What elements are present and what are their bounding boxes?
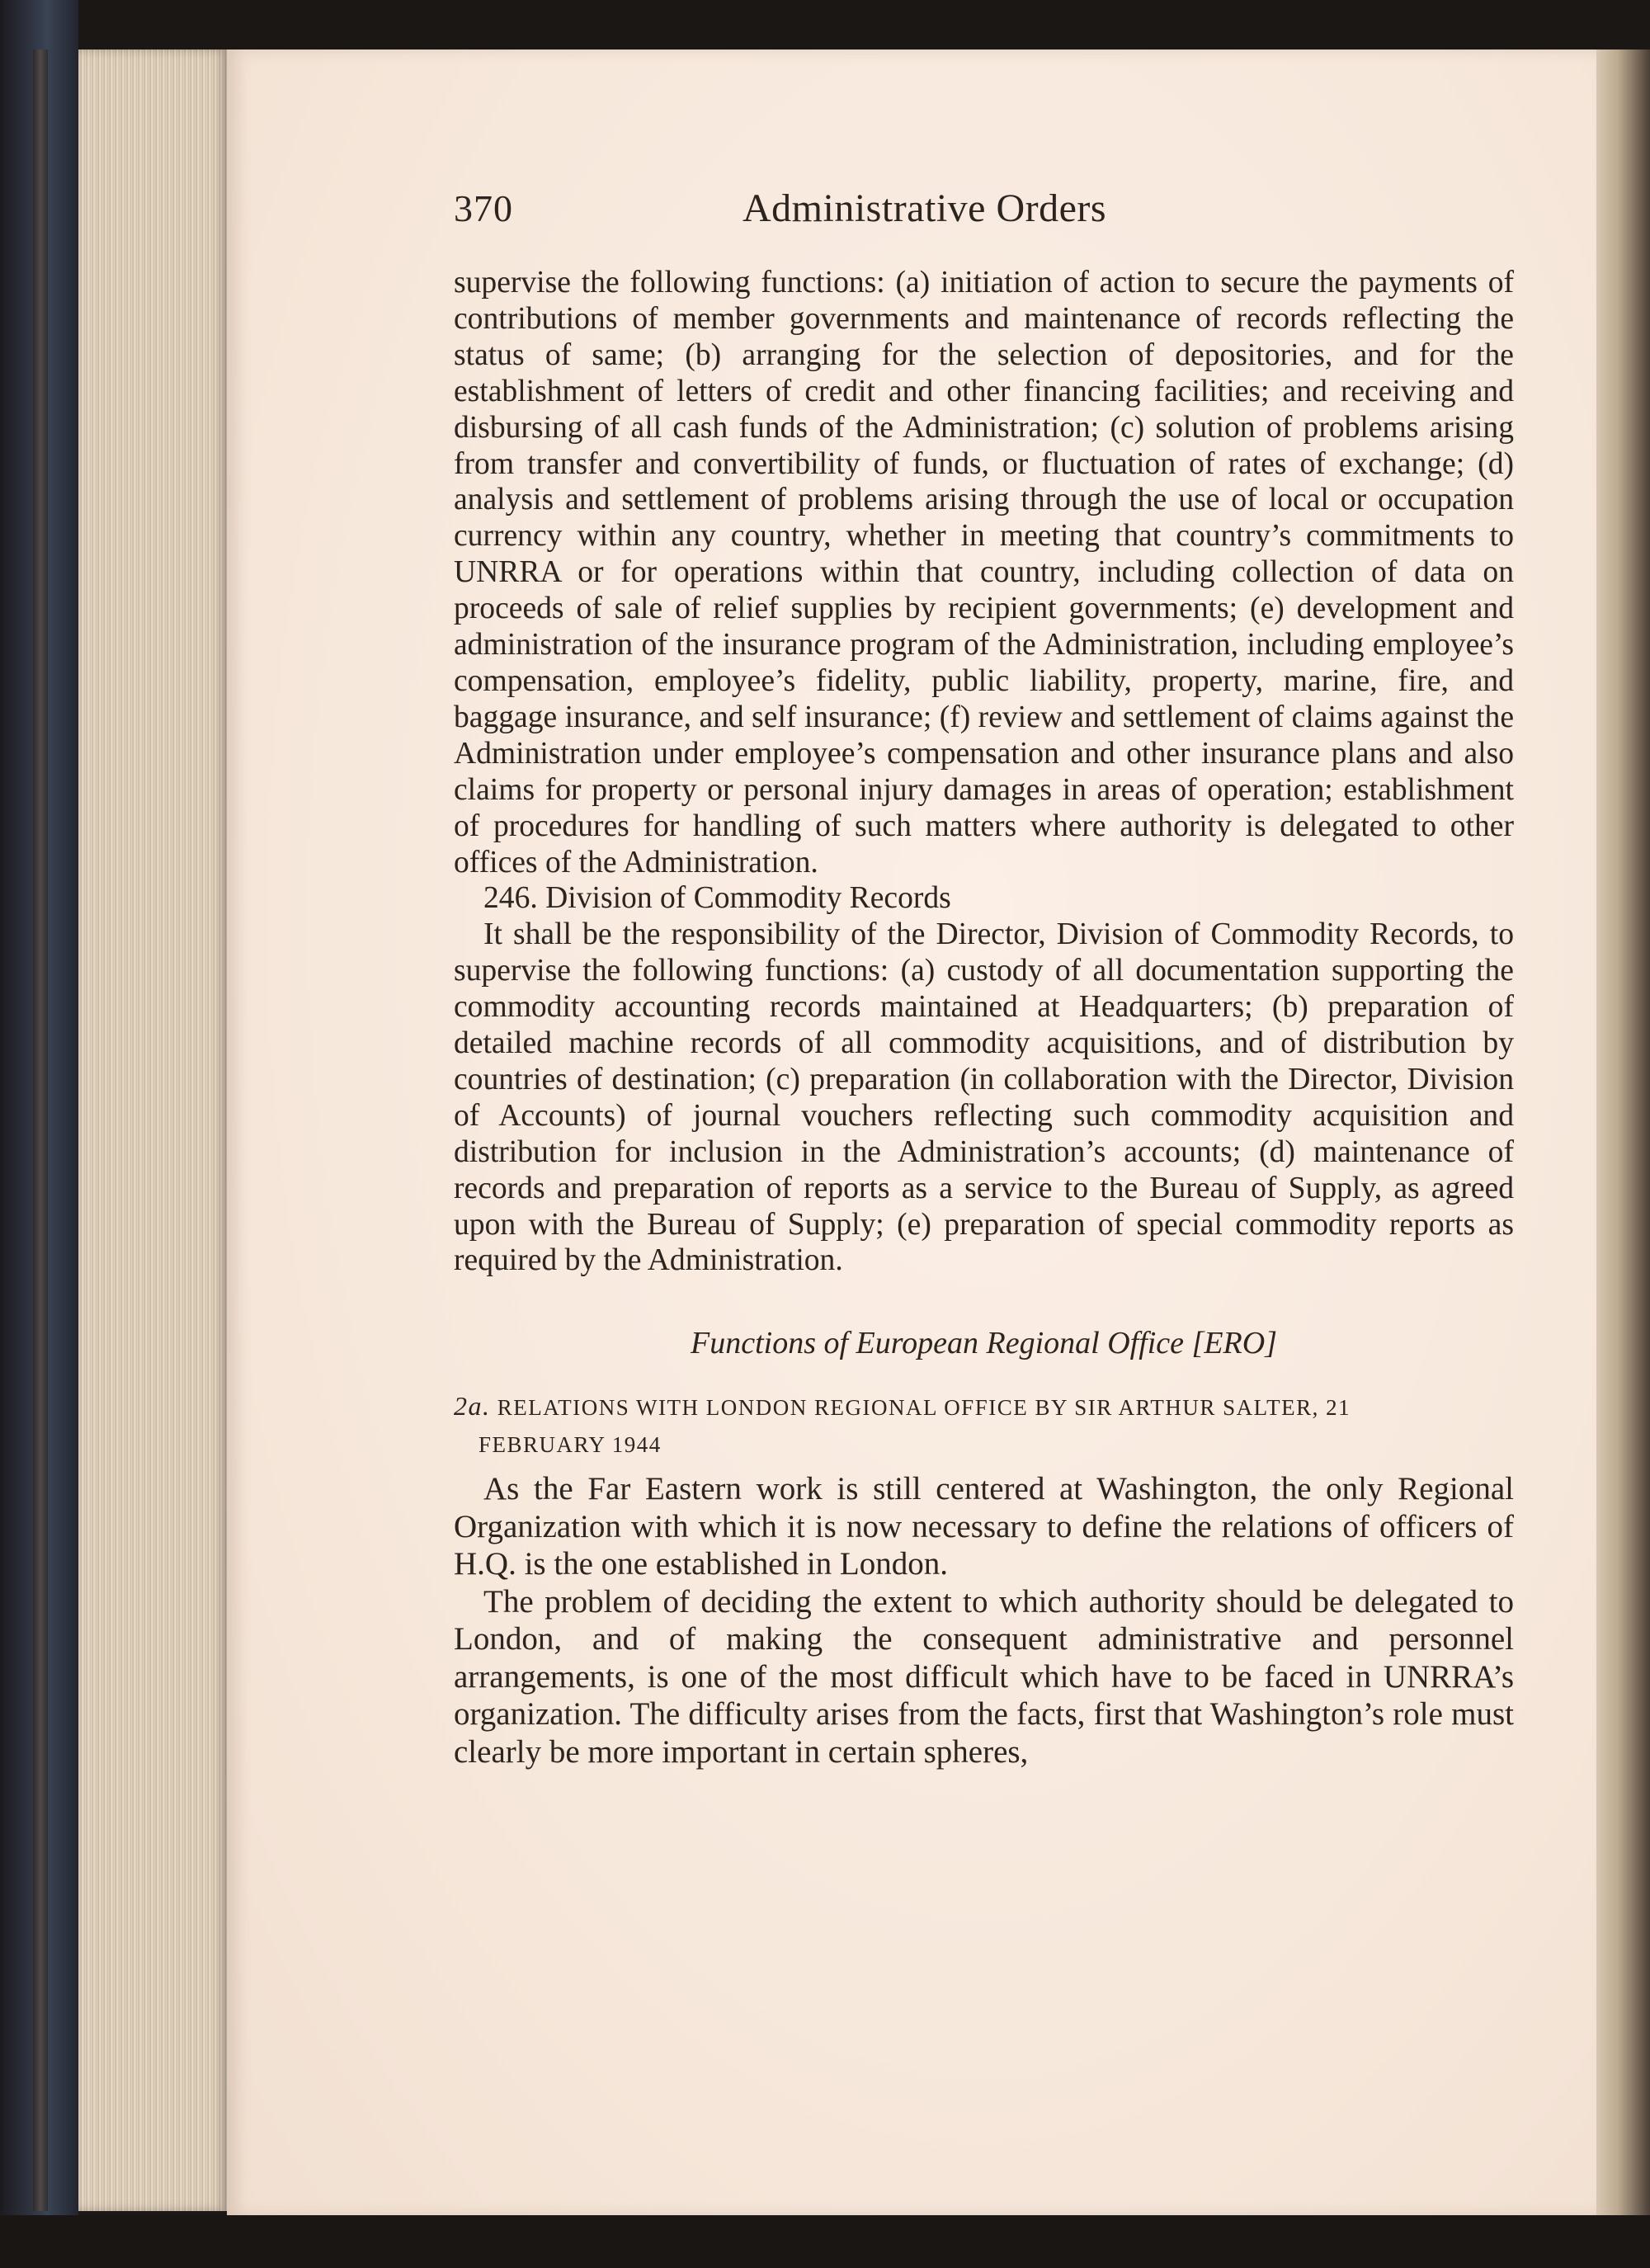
running-title: Administrative Orders xyxy=(742,186,1107,230)
page-header xyxy=(454,186,1514,265)
right-page-edge xyxy=(1596,50,1650,2215)
paragraph-commodity-records: It shall be the responsibility of the Director, Division of Commodity Records, to supervise the following functions: (a) custody of all documentation supporting the commodity accounting records maintained at Headquarters; (b) preparation of detailed machine records of all commodity acquisitions, and of distribution by countries of destination; (c) preparation (in collaboration with the Director, Division of Accounts) of journal vouchers reflecting such commodity acquisition and distribution for inclusion in the Administration’s accounts; (d) maintenance of records and preparation of reports as a service to the Bureau of Supply, as agreed upon with the Bureau of Supply; (e) preparation of special commodity reports as required by the Administration. xyxy=(454,917,1514,1278)
spine-binding xyxy=(33,50,48,2211)
background-bottom xyxy=(0,2215,1650,2268)
section-subheading: Functions of European Regional Office [ERO] xyxy=(691,1326,1277,1361)
page-number: 370 xyxy=(454,187,513,229)
paragraph-continued: supervise the following functions: (a) initiation of action to secure the payments of contributions of member governments and maintenance of records reflecting the status of same; (b) arranging for the selection of depositories, and for the establishment of letters of credit and other financing facilities; and receiving and disbursing of all cash funds of the Administration; (c) solution of problems arising from transfer and convertibility of funds, or fluctuation of rates of exchange; (d) analysis and settlement of problems arising through the use of local or occupation currency within any country, whether in meeting that country’s commitments to UNRRA or for operations within that country, including collection of data on proceeds of sale of relief supplies by recipient governments; (e) development and administration of the insurance program of the Administration, including employee’s compensation, employee’s fidelity, public liability, property, marine, fire, and baggage insurance, and self insurance; (f) review and settlement of claims against the Administration under employee’s compensation and other insurance plans and also claims for property or personal injury damages in areas of operation; establishment of procedures for handling of such matters where authority is delegated to other offices of the Administration. xyxy=(454,266,1514,879)
document-heading xyxy=(454,1388,1514,1464)
paragraph-far-eastern: As the Far Eastern work is still centered at Washington, the only Regional Organization with which it is now necessary to define the relations of officers of H.Q. is the one established in London. xyxy=(454,1471,1514,1582)
page-edges xyxy=(78,50,227,2211)
document-heading-line1: RELATIONS WITH LONDON REGIONAL OFFICE BY SIR ARTHUR SALTER, 21 xyxy=(497,1395,1351,1421)
document-number: 2a. xyxy=(454,1391,491,1422)
page-text xyxy=(454,186,1514,1771)
section-246-title: 246. Division of Commodity Records xyxy=(483,881,951,916)
document-heading-line2: FEBRUARY 1944 xyxy=(478,1432,662,1458)
paragraph-delegation-problem: The problem of deciding the extent to which authority should be delegated to London, and of making the consequent administrative and personnel arrangements, is one of the most difficult which have to be faced in UNRRA’s organization. The difficulty arises from the facts, first that Washington’s role must clearly be more important in certain spheres, xyxy=(454,1583,1514,1770)
